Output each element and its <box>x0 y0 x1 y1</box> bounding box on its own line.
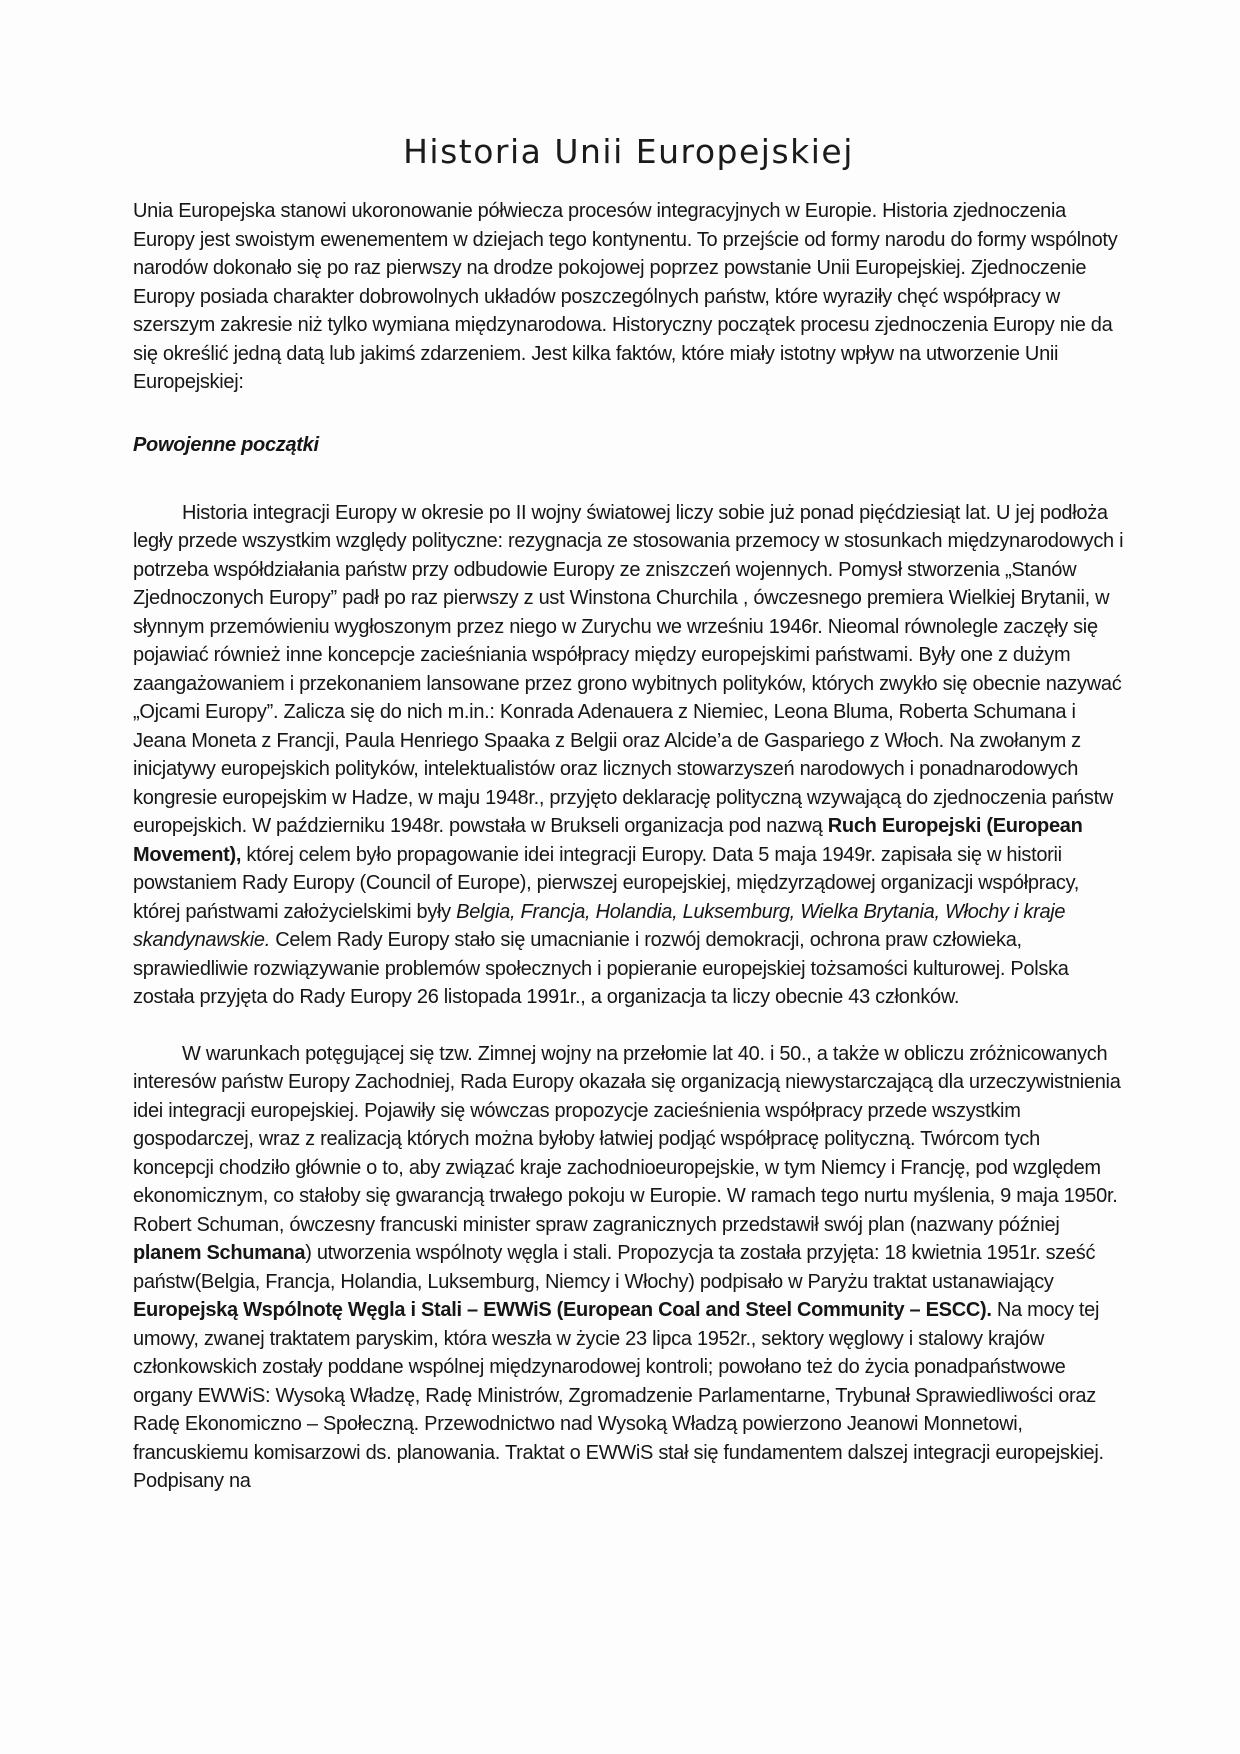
document-title: Historia Unii Europejskiej <box>403 132 854 171</box>
text-run: Historia integracji Europy w okresie po II wojny światowej liczy sobie już ponad pięćdziesiąt lat. U jej podłoża legły przede wszystkim względy polityczne: rezygnacja ze stosowania przemocy w stosunkach międzynarodowych i potrzeba współdziałania państw przy odbudowie Europy ze zniszczeń wojennych. Pomysł stworzenia „Stanów Zjednoczonych Europy” padł po raz pierwszy z ust Winstona Churchila , ówczesnego premiera Wielkiej Brytanii, w słynnym przemówieniu wygłoszonym przez niego w Zurychu we wrześniu 1946r. Nieomal równolegle zaczęły się pojawiać również inne koncepcje zacieśniania współpracy między europejskimi państwami. Były one z dużym zaangażowaniem i przekonaniem lansowane przez grono wybitnych polityków, których zwykło się obecnie nazywać „Ojcami Europy”. Zalicza się do nich m.in.: Konrada Adenauera z Niemiec, Leona Bluma, Roberta Schumana i Jeana Moneta z Francji, Paula Henriego Spaaka z Belgii oraz Alcide’a de Gaspariego z Włoch. Na zwołanym z inicjatywy europejskich polityków, intelektualistów oraz licznych stowarzyszeń narodowych i ponadnarodowych kongresie europejskim w Hadze, w maju 1948r., przyjęto deklarację polityczną wzywającą do zjednoczenia państw europejskich. W październiku 1948r. powstała w Brukseli organizacja pod nazwą <box>133 501 1124 837</box>
text-run-bold: Europejską Wspólnotę Węgla i Stali – EWWiS (European Coal and Steel Community – ESCC). <box>133 1299 992 1321</box>
intro-paragraph <box>133 197 1124 397</box>
section-heading: Powojenne początki <box>133 433 319 456</box>
text-run-italic: Belgia, Francja, Holandia, Luksemburg, Wielka Brytania, Włochy i kraje skandynawskie. <box>133 900 1066 951</box>
text-run: której celem było propagowanie idei integracji Europy. Data 5 maja 1949r. zapisała się w historii powstaniem Rady Europy (Council of Europe), pierwszej europejskiej, międzyrządowej organizacji współpracy, której państwami założycielskimi były <box>133 843 1080 923</box>
text-run: Celem Rady Europy stało się umacnianie i rozwój demokracji, ochrona praw człowieka, sprawiedliwie rozwiązywanie problemów społecznych i popieranie europejskiej tożsamości kulturowej. Polska została przyjęta do Rady Europy 26 listopada 1991r., a organizacja ta liczy obecnie 43 członków. <box>133 929 1069 1008</box>
paragraph-postwar <box>133 499 1124 1012</box>
text-run: W warunkach potęgującej się tzw. Zimnej wojny na przełomie lat 40. i 50., a także w obliczu zróżnicowanych interesów państw Europy Zachodniej, Rada Europy okazała się organizacją niewystarczającą dla urzeczywistnienia idei integracji europejskiej. Pojawiły się wówczas propozycje zacieśnienia współpracy przede wszystkim gospodarczej, wraz z realizacją których można byłoby łatwiej podjąć współpracę polityczną. Twórcom tych koncepcji chodziło głównie o to, aby związać kraje zachodnioeuropejskie, w tym Niemcy i Francję, pod względem ekonomicznym, co stałoby się gwarancją trwałego pokoju w Europie. W ramach tego nurtu myślenia, 9 maja 1950r. Robert Schuman, ówczesny francuski minister spraw zagranicznych przedstawił swój plan (nazwany później <box>133 1042 1121 1236</box>
text-run-bold: Ruch Europejski (European Movement), <box>133 815 1083 866</box>
paragraph-coldwar <box>133 1040 1124 1496</box>
text-run-bold: planem Schumana <box>133 1242 306 1264</box>
text-run: ) utworzenia wspólnoty węgla i stali. Propozycja ta została przyjęta: 18 kwietnia 1951r. sześć państw(Belgia, Francja, Holandia, Luksemburg, Niemcy i Włochy) podpisało w Paryżu traktat ustanawiający <box>133 1242 1096 1293</box>
text-run: Unia Europejska stanowi ukoronowanie półwiecza procesów integracyjnych w Europie. Historia zjednoczenia Europy jest swoistym ewenementem w dziejach tego kontynentu. To przejście od formy narodu do formy wspólnoty narodów dokonało się po raz pierwszy na drodze pokojowej poprzez powstanie Unii Europejskiej. Zjednoczenie Europy posiada charakter dobrowolnych układów poszczególnych państw, które wyraziły chęć współpracy w szerszym zakresie niż tylko wymiana międzynarodowa. Historyczny początek procesu zjednoczenia Europy nie da się określić jedną datą lub jakimś zdarzeniem. Jest kilka faktów, które miały istotny wpływ na utworzenie Unii Europejskiej: <box>133 200 1118 393</box>
text-run: Na mocy tej umowy, zwanej traktatem paryskim, która weszła w życie 23 lipca 1952r., sektory węglowy i stalowy krajów członkowskich zostały poddane wspólnej międzynarodowej kontroli; powołano też do życia ponadpaństwowe organy EWWiS: Wysoką Władzę, Radę Ministrów, Zgromadzenie Parlamentarne, Trybunał Sprawiedliwości oraz Radę Ekonomiczno – Społeczną. Przewodnictwo nad Wysoką Władzą powierzono Jeanowi Monnetowi, francuskiemu komisarzowi ds. planowania. Traktat o EWWiS stał się fundamentem dalszej integracji europejskiej. Podpisany na <box>133 1299 1104 1492</box>
